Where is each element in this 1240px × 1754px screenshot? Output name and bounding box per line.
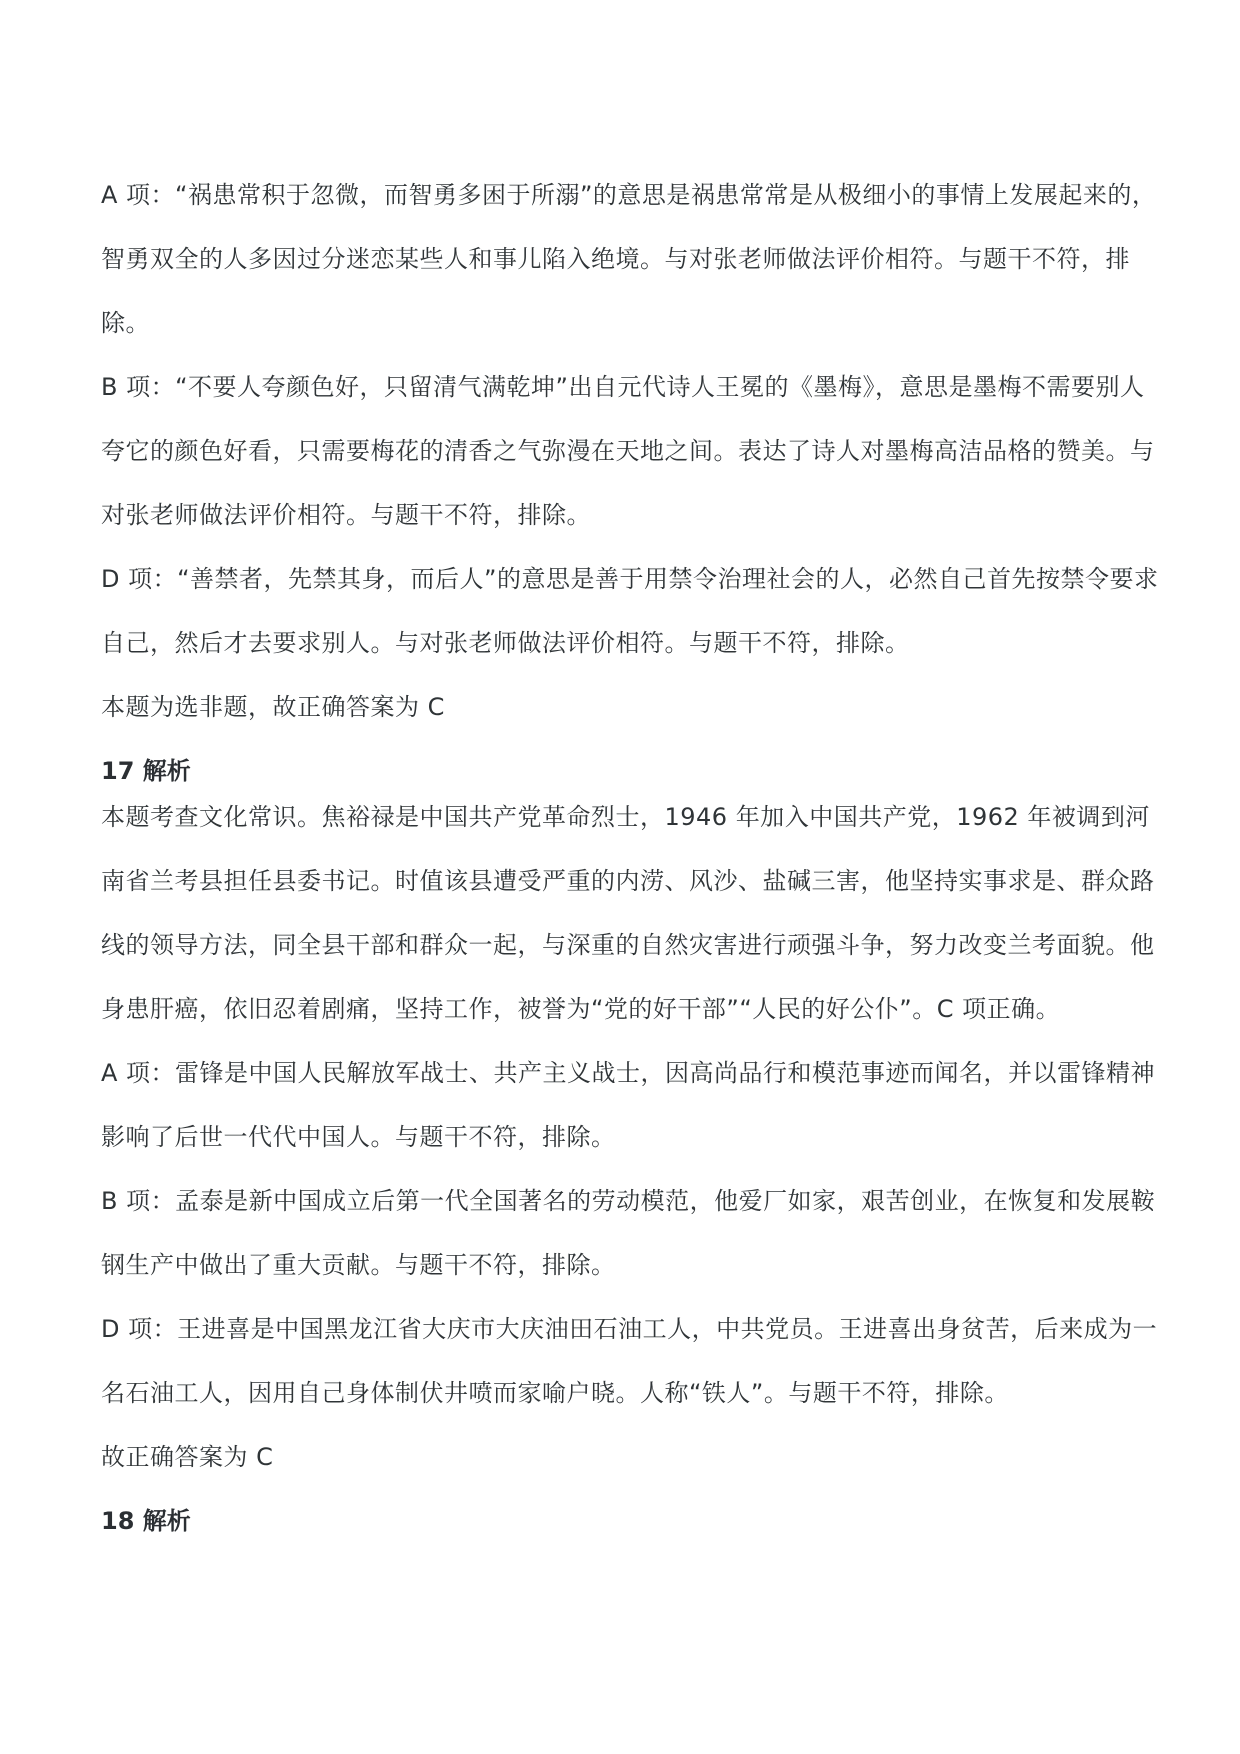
option-a-explanation-q17: A 项：雷锋是中国人民解放军战士、共产主义战士，因高尚品行和模范事迹而闻名，并以雷锋精神影响了后世一代代中国人。与题干不符，排除。: [101, 1059, 1156, 1151]
document-body: [101, 163, 1161, 1541]
option-d-explanation-q16: D 项：“善禁者，先禁其身，而后人”的意思是善于用禁令治理社会的人，必然自己首先按禁令要求自己，然后才去要求别人。与对张老师做法评价相符。与题干不符，排除。: [101, 565, 1159, 657]
section-heading-17: 17 解析: [101, 757, 191, 785]
answer-q16: 本题为选非题，故正确答案为 C: [101, 693, 445, 721]
analysis-q17: 本题考查文化常识。焦裕禄是中国共产党革命烈士，1946 年加入中国共产党，1962 年被调到河南省兰考县担任县委书记。时值该县遭受严重的内涝、风沙、盐碱三害，他坚持实事求是、群众路线的领导方法，同全县干部和群众一起，与深重的自然灾害进行顽强斗争，努力改变兰考面貌。他身患肝癌，依旧忍着剧痛，坚持工作，被誉为“党的好干部”“人民的好公仆”。C 项正确。: [101, 803, 1155, 1023]
answer-q17: 故正确答案为 C: [101, 1443, 274, 1471]
option-b-explanation-q17: B 项：孟泰是新中国成立后第一代全国著名的劳动模范，他爱厂如家，艰苦创业，在恢复和发展鞍钢生产中做出了重大贡献。与题干不符，排除。: [101, 1187, 1156, 1279]
option-a-explanation-q16: A 项：“祸患常积于忽微，而智勇多困于所溺”的意思是祸患常常是从极细小的事情上发展起来的，智勇双全的人多因过分迷恋某些人和事儿陷入绝境。与对张老师做法评价相符。与题干不符，排除。: [101, 181, 1157, 337]
option-d-explanation-q17: D 项：王进喜是中国黑龙江省大庆市大庆油田石油工人，中共党员。王进喜出身贫苦，后来成为一名石油工人，因用自己身体制伏井喷而家喻户晓。人称“铁人”。与题干不符，排除。: [101, 1315, 1158, 1407]
option-b-explanation-q16: B 项：“不要人夸颜色好，只留清气满乾坤”出自元代诗人王冕的《墨梅》，意思是墨梅不需要别人夸它的颜色好看，只需要梅花的清香之气弥漫在天地之间。表达了诗人对墨梅高洁品格的赞美。与对张老师做法评价相符。与题干不符，排除。: [101, 373, 1155, 529]
section-heading-18: 18 解析: [101, 1507, 191, 1535]
